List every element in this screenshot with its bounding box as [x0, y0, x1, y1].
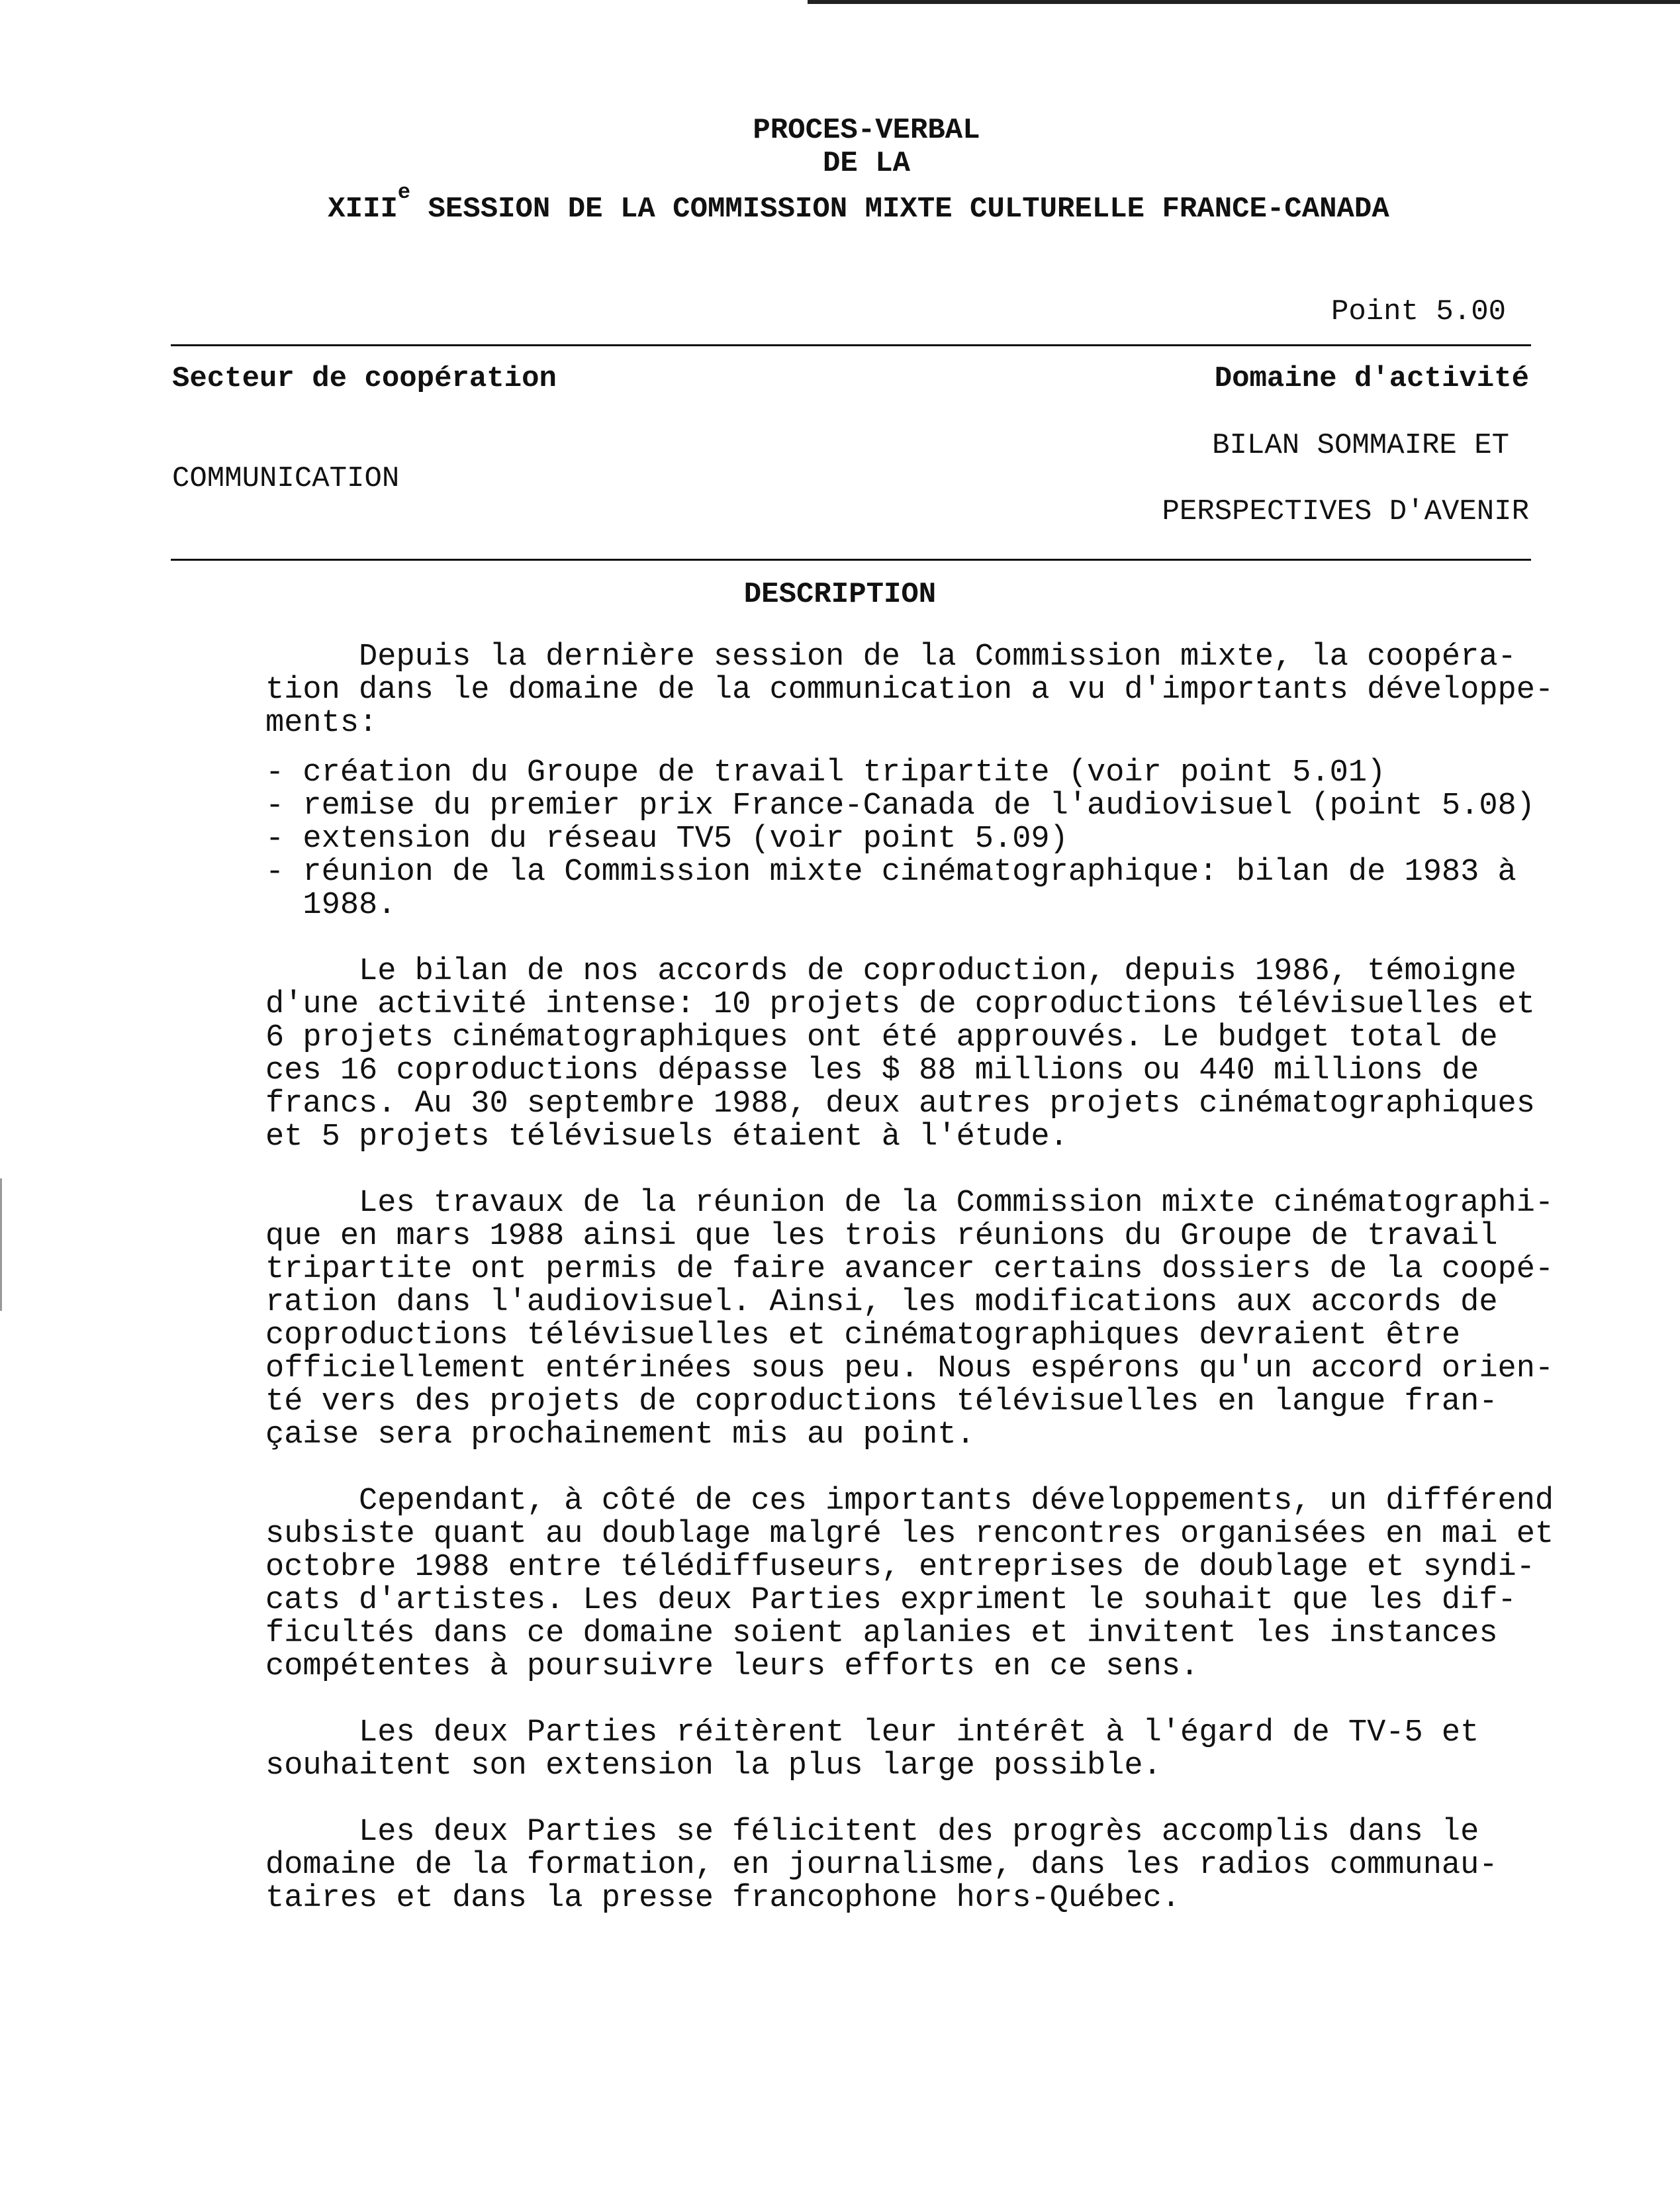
sector-label: Secteur de coopération — [172, 362, 557, 395]
body-line: subsiste quant au doublage malgré les rencontres organisées en mai et — [172, 1517, 1554, 1552]
domain-value-line-1: BILAN SOMMAIRE ET — [1212, 429, 1509, 462]
body-line: d'une activité intense: 10 projets de coproductions télévisuelles et — [172, 987, 1535, 1022]
body-line: Le bilan de nos accords de coproduction, depuis 1986, témoigne — [172, 954, 1517, 989]
list-item: - réunion de la Commission mixte cinématographique: bilan de 1983 à — [172, 855, 1517, 890]
document-subtitle: XIIIe SESSION DE LA COMMISSION MIXTE CULTURELLE FRANCE-CANADA — [328, 180, 1389, 226]
document-title: PROCES-VERBAL — [753, 114, 980, 147]
list-item: - remise du premier prix France-Canada de l'audiovisuel (point 5.08) — [172, 788, 1535, 824]
body-line: té vers des projets de coproductions télévisuelles en langue fran- — [172, 1384, 1498, 1419]
scan-edge-mark — [0, 1178, 2, 1311]
body-line: que en mars 1988 ainsi que les trois réunions du Groupe de travail — [172, 1219, 1498, 1254]
body-line: ration dans l'audiovisuel. Ainsi, les modifications aux accords de — [172, 1285, 1498, 1320]
body-line: ces 16 coproductions dépasse les $ 88 millions ou 440 millions de — [172, 1053, 1479, 1088]
body-line: compétentes à poursuivre leurs efforts en ce sens. — [172, 1649, 1199, 1684]
body-line: Cependant, à côté de ces importants développements, un différend — [172, 1484, 1554, 1519]
list-item: - extension du réseau TV5 (voir point 5.09) — [172, 822, 1068, 857]
body-line: Les deux Parties se félicitent des progrès accomplis dans le — [172, 1815, 1479, 1850]
body-line: 6 projets cinématographiques ont été approuvés. Le budget total de — [172, 1020, 1498, 1055]
document-title-line-2: DE LA — [822, 147, 911, 180]
domain-label: Domaine d'activité — [1214, 362, 1529, 395]
body-line: octobre 1988 entre télédiffuseurs, entreprises de doublage et syndi- — [172, 1550, 1535, 1585]
body-line: coproductions télévisuelles et cinématographiques devraient être — [172, 1318, 1461, 1353]
body-line: et 5 projets télévisuels étaient à l'étude. — [172, 1120, 1068, 1155]
point-number: Point 5.00 — [1330, 295, 1506, 328]
divider — [171, 559, 1531, 561]
section-heading: DESCRIPTION — [743, 578, 937, 611]
list-item: 1988. — [172, 888, 397, 923]
scan-edge-mark — [808, 0, 1680, 4]
body-line: ficultés dans ce domaine soient aplanies et invitent les instances — [172, 1616, 1498, 1651]
divider — [171, 344, 1531, 346]
body-line: taires et dans la presse francophone hors-Québec. — [172, 1881, 1181, 1916]
domain-value-line-2: PERSPECTIVES D'AVENIR — [1162, 495, 1529, 528]
body-line: çaise sera prochainement mis au point. — [172, 1417, 975, 1453]
body-line: cats d'artistes. Les deux Parties expriment le souhait que les dif- — [172, 1583, 1517, 1618]
body-line: Les deux Parties réitèrent leur intérêt à l'égard de TV-5 et — [172, 1715, 1479, 1750]
list-item: - création du Groupe de travail tripartite (voir point 5.01) — [172, 755, 1386, 790]
body-line: domaine de la formation, en journalisme, dans les radios communau- — [172, 1848, 1498, 1883]
body-line: souhaitent son extension la plus large possible. — [172, 1748, 1162, 1784]
body-line: tripartite ont permis de faire avancer certains dossiers de la coopé- — [172, 1252, 1554, 1287]
body-line: Les travaux de la réunion de la Commission mixte cinématographi- — [172, 1186, 1554, 1221]
body-line: francs. Au 30 septembre 1988, deux autres projets cinématographiques — [172, 1086, 1535, 1122]
sector-value: COMMUNICATION — [172, 462, 400, 495]
body-line: officiellement entérinées sous peu. Nous espérons qu'un accord orien- — [172, 1351, 1554, 1386]
body-line: tion dans le domaine de la communication a vu d'importants développe- — [172, 673, 1554, 708]
body-line: Depuis la dernière session de la Commission mixte, la coopéra- — [172, 640, 1517, 675]
body-line: ments: — [172, 706, 378, 741]
